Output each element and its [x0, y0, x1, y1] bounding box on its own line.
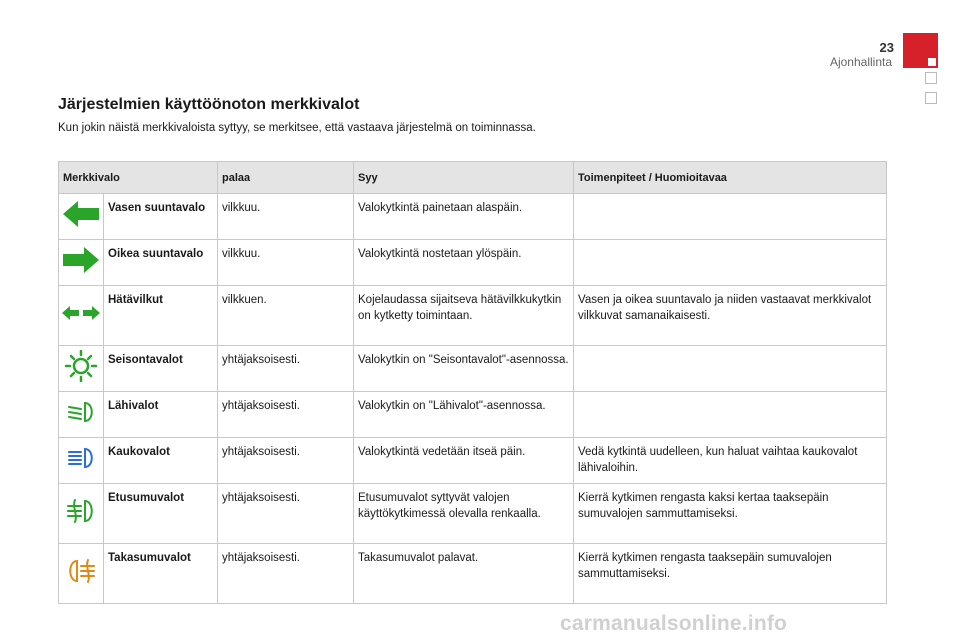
- light-state: vilkkuu.: [218, 194, 354, 240]
- light-cause: Valokytkintä vedetään itseä päin.: [354, 438, 574, 484]
- nav-box-2[interactable]: [925, 92, 937, 104]
- table-row: [59, 392, 887, 438]
- light-state: yhtäjaksoisesti.: [218, 438, 354, 484]
- light-name: Kaukovalot: [104, 438, 218, 484]
- light-action: [574, 346, 887, 392]
- light-name: Seisontavalot: [104, 346, 218, 392]
- light-action: [574, 240, 887, 286]
- light-state: yhtäjaksoisesti.: [218, 544, 354, 604]
- light-cause: Kojelaudassa sijaitseva hätävilkkukytkin on kytketty toimintaan.: [354, 286, 574, 346]
- header-palaa: palaa: [218, 162, 354, 194]
- section-title: Ajonhallinta: [829, 55, 892, 69]
- light-state: vilkkuu.: [218, 240, 354, 286]
- light-cause: Valokytkin on "Lähivalot"-asennossa.: [354, 392, 574, 438]
- table-header-row: [59, 162, 887, 194]
- light-name: Hätävilkut: [104, 286, 218, 346]
- front-fog-icon: [61, 495, 101, 527]
- table-row: [59, 286, 887, 346]
- light-name: Vasen suuntavalo: [104, 194, 218, 240]
- watermark: carmanualsonline.info: [560, 612, 788, 635]
- light-state: vilkkuen.: [218, 286, 354, 346]
- header-syy: Syy: [354, 162, 574, 194]
- light-state: yhtäjaksoisesti.: [218, 392, 354, 438]
- light-state: yhtäjaksoisesti.: [218, 484, 354, 544]
- light-action: Vedä kytkintä uudelleen, kun haluat vaihtaa kaukovalot lähivaloihin.: [574, 438, 887, 484]
- light-action: [574, 194, 887, 240]
- light-name: Lähivalot: [104, 392, 218, 438]
- light-cause: Valokytkintä painetaan alaspäin.: [354, 194, 574, 240]
- table-row: [59, 544, 887, 604]
- table-row: [59, 346, 887, 392]
- light-action: Kierrä kytkimen rengasta kaksi kertaa taaksepäin sumuvalojen sammuttamiseksi.: [574, 484, 887, 544]
- light-state: yhtäjaksoisesti.: [218, 346, 354, 392]
- light-action: Kierrä kytkimen rengasta taaksepäin sumuvalojen sammuttamiseksi.: [574, 544, 887, 604]
- table-row: [59, 194, 887, 240]
- right-arrow-icon: [61, 244, 101, 276]
- dipped-beam-icon: [61, 396, 101, 428]
- light-cause: Valokytkin on "Seisontavalot"-asennossa.: [354, 346, 574, 392]
- light-action: [574, 392, 887, 438]
- light-cause: Takasumuvalot palavat.: [354, 544, 574, 604]
- table-row: [59, 438, 887, 484]
- light-cause: Etusumuvalot syttyvät valojen käyttökytkimessä olevalla renkaalla.: [354, 484, 574, 544]
- header-merkkivalo: Merkkivalo: [59, 162, 218, 194]
- light-name: Etusumuvalot: [104, 484, 218, 544]
- light-cause: Valokytkintä nostetaan ylöspäin.: [354, 240, 574, 286]
- section-tab-marker: [928, 58, 936, 66]
- page-title: Järjestelmien käyttöönoton merkkivalot: [58, 96, 360, 113]
- main-beam-icon: [61, 442, 101, 474]
- hazard-arrows-icon: [61, 297, 101, 329]
- sidelight-icon: [61, 350, 101, 382]
- light-action: Vasen ja oikea suuntavalo ja niiden vastaavat merkkivalot vilkkuvat samanaikaisesti.: [574, 286, 887, 346]
- header-toimenpiteet: Toimenpiteet / Huomioitavaa: [574, 162, 887, 194]
- table-row: [59, 240, 887, 286]
- intro-text: Kun jokin näistä merkkivaloista syttyy, se merkitsee, että vastaava järjestelmä on toiminnassa.: [58, 122, 536, 134]
- warning-lights-table: [58, 161, 887, 604]
- light-name: Takasumuvalot: [104, 544, 218, 604]
- rear-fog-icon: [61, 555, 101, 587]
- left-arrow-icon: [61, 198, 101, 230]
- page-number: 23: [879, 40, 894, 55]
- light-name: Oikea suuntavalo: [104, 240, 218, 286]
- section-tab[interactable]: [903, 33, 938, 68]
- nav-box-1[interactable]: [925, 72, 937, 84]
- table-row: [59, 484, 887, 544]
